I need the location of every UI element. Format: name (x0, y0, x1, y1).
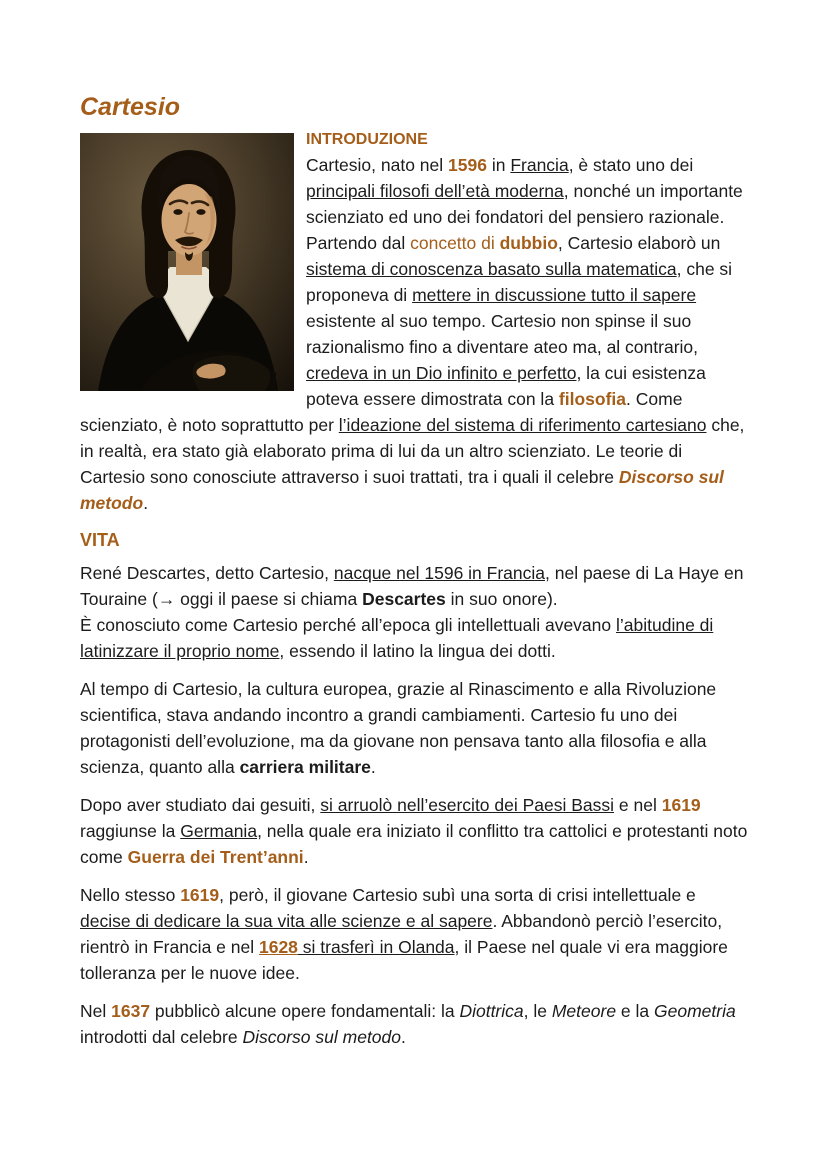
section-heading-vita: VITA (80, 530, 120, 550)
page-title: Cartesio (80, 93, 181, 121)
vita-paragraph-3: Dopo aver studiato dai gesuiti, si arruolò nell’esercito dei Paesi Bassi e nel 1619 raggiunse la Germania, nella quale era iniziato il conflitto tra cattolici e protestanti noto come Guerra dei Trent’anni. (80, 795, 748, 867)
vita-paragraph-2: Al tempo di Cartesio, la cultura europea, grazie al Rinascimento e alla Rivoluzione scientifica, stava andando incontro a grandi cambiamenti. Cartesio fu uno dei protagonisti dell’evoluzione, ma da giovane non pensava tanto alla filosofia e alla scienza, quanto alla carriera militare. (80, 679, 717, 777)
descartes-portrait (80, 133, 294, 391)
portrait-image (80, 133, 294, 391)
vita-paragraph-4: Nello stesso 1619, però, il giovane Cartesio subì una sorta di crisi intellettuale e decise di dedicare la sua vita alle scienze e al sapere. Abbandonò perciò l’esercito, rientrò in Francia e nel 1628 si trasferì in Olanda, il Paese nel quale vi era maggiore tolleranza per le nuove idee. (80, 885, 728, 983)
section-heading-introduzione: INTRODUZIONE (306, 131, 428, 148)
vita-paragraph-5: Nel 1637 pubblicò alcune opere fondamentali: la Diottrica, le Meteore e la Geometria introdotti dal celebre Discorso sul metodo. (80, 1001, 736, 1047)
introduction-paragraph: Cartesio, nato nel 1596 in Francia, è stato uno dei principali filosofi dell’età moderna, nonché un importante scienziato ed uno dei fondatori del pensiero razionale. Partendo dal concetto di dubbio, Cartesio elaborò un sistema di conoscenza basato sulla matematica, che si proponeva di mettere in discussione tutto il sapere esistente al suo tempo. Cartesio non spinse il suo razionalismo fino a diventare ateo ma, al contrario, credeva in un Dio infinito e perfetto, la cui esistenza poteva essere dimostrata con la filosofia. Come scienziato, è noto soprattutto per l’ideazione del sistema di riferimento cartesiano che, in realtà, era stato già elaborato prima di lui da un altro scienziato. Le teorie di Cartesio sono conosciute attraverso i suoi trattati, tra i quali il celebre Discorso sul metodo. (80, 155, 745, 513)
vita-paragraph-1: René Descartes, detto Cartesio, nacque nel 1596 in Francia, nel paese di La Haye en Touraine (→ oggi il paese si chiama Descartes in suo onore). È conosciuto come Cartesio perché all’epoca gli intellettuali avevano l’abitudine di latinizzare il proprio nome, essendo il latino la lingua dei dotti. (80, 563, 744, 661)
